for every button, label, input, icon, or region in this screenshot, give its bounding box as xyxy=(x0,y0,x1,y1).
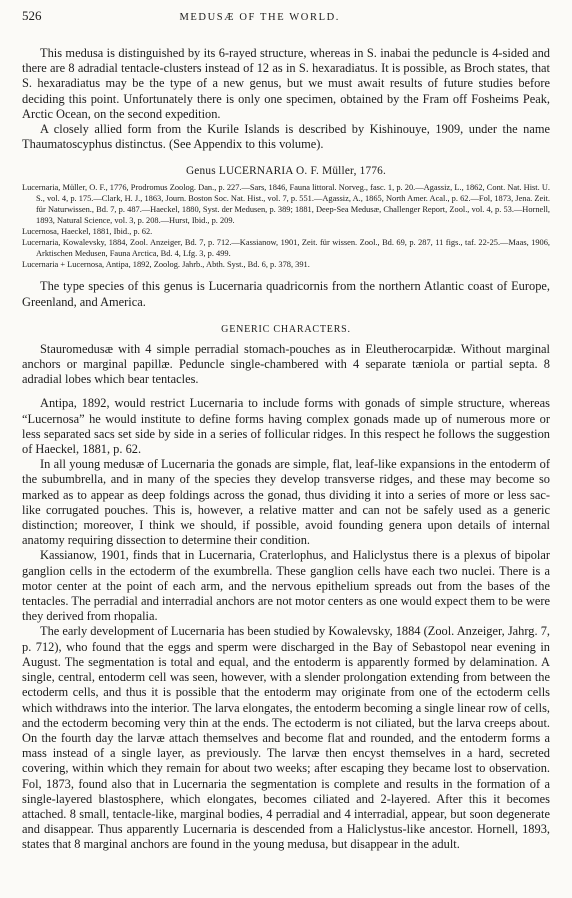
synonymy-entry: Lucernosa, Haeckel, 1881, Ibid., p. 62. xyxy=(22,227,153,237)
paragraph-hexaradiatus: This medusa is distinguished by its 6-rayed structure, whereas in S. inabai the peduncle is 4-sided and there are 8 adradial tentacle-clusters instead of 12 as in S. hexaradiatus. It is possible, as Broch states, that S. hexaradiatus may be the type of a new genus, but we must await results of future studies before deciding this point. Unfortunately there is only one specimen, obtained by the Fram off Fosheims Peak, Arctic Ocean, on the second expedition. xyxy=(22,46,550,121)
running-title: MEDUSÆ OF THE WORLD. xyxy=(179,12,340,23)
body-paragraph-antipa: Antipa, 1892, would restrict Lucernaria to include forms with gonads of simple structure, whereas “Lucernosa” he would institute to define forms having complex gonads made up of numerous more or less separated sacs set side by side in a series of follicular ridges. In this respect he follows the suggestion of Haeckel, 1881, p. 62. xyxy=(22,396,550,457)
synonymy-entry: Lucernaria, Kowalevsky, 1884, Zool. Anzeiger, Bd. 7, p. 712.—Kassianow, 1901, Zeit. für wissen. Zool., Bd. 69, p. 287, 11 figs., taf. 22-25.—Maas, 1906, Arktischen Medusen, Fauna Arctica, Bd. 4, Lfg. 3, p. 499. xyxy=(22,238,550,259)
genus-heading: Genus LUCERNARIA O. F. Müller, 1776. xyxy=(185,165,387,178)
type-species-paragraph: The type species of this genus is Lucernaria quadricornis from the northern Atlantic coast of Europe, Greenland, and America. xyxy=(22,279,550,309)
paragraph-kurile-form: A closely allied form from the Kurile Islands is described by Kishinouye, 1909, under the name Thaumatoscyphus distinctus. (See Appendix to this volume). xyxy=(22,122,550,152)
page-header xyxy=(22,8,550,30)
page-number: 526 xyxy=(22,8,42,23)
body-paragraph-gonads: In all young medusæ of Lucernaria the gonads are simple, flat, leaf-like expansions in the entoderm of the subumbrella, and in many of the species they develop transverse ridges, and these may become so marked as to appear as deep foldings across the gonad, thus dividing it into a series of more or less sac-like corrugated pouches. This is, however, a relative matter and can not be safely used as a generic distinction; moreover, I think we should, if possible, avoid founding genera upon details of internal anatomy requiring dissection to determine their condition. xyxy=(22,457,550,548)
synonymy-list xyxy=(22,182,550,270)
body-paragraph-kassianow: Kassianow, 1901, finds that in Lucernaria, Craterlophus, and Haliclystus there is a plexus of bipolar ganglion cells in the ectoderm of the exumbrella. These ganglion cells have each two nuclei. There is a motor center at the point of each arm, and the nervous epithelium spreads out from the bases of the tentacles. The perradial and interradial anchors are not motor centers as one would expect them to be were they derived from rhopalia. xyxy=(22,548,550,624)
synonymy-entry: Lucernaria, Müller, O. F., 1776, Prodromus Zoolog. Dan., p. 227.—Sars, 1846, Fauna littoral. Norveg., fasc. 1, p. 20.—Agassiz, L., 1862, Cont. Nat. Hist. U. S., vol. 4, p. 175.—Clark, H. J., 1863, Journ. Boston Soc. Nat. Hist., vol. 7, p. 551.—Agassiz, A., 1865, North Amer. Acal., p. 62.—Fol, 1873, Jena. Zeit. für Naturwissen., Bd. 7, p. 487.—Haeckel, 1880, Syst. der Medusen, p. 389; 1881, Deep-Sea Medusæ, Challenger Report, Zool., vol. 4, p. 53.—Hornell, 1893, Natural Science, vol. 3, p. 208.—Hurst, Ibid., p. 209. xyxy=(22,183,550,226)
synonymy-entry: Lucernaria + Lucernosa, Antipa, 1892, Zoolog. Jahrb., Abth. Syst., Bd. 6, p. 378, 391. xyxy=(22,260,310,270)
generic-characters-heading: GENERIC CHARACTERS. xyxy=(221,323,351,335)
generic-characters-paragraph: Stauromedusæ with 4 simple perradial stomach-pouches as in Eleutherocarpidæ. Without marginal anchors or marginal papillæ. Peduncle single-chambered with 4 separate tæniola or partial septa. 8 adradial lobes which bear tentacles. xyxy=(22,341,550,387)
body-paragraph-development: The early development of Lucernaria has been studied by Kowalevsky, 1884 (Zool. Anzeiger, Jahrg. 7, p. 712), who found that the eggs and sperm were discharged in the Bay of Sebastopol near evening in August. The segmentation is total and equal, and the entoderm is apparently formed by delamination. A single, central, entoderm cell was seen, however, with a slender prolongation extending from between the ectoderm cells, and thus it is possible that the entoderm may originate from one of the ectoderm cells which withdraws into the interior. The larva elongates, the entoderm becoming a single linear row of cells, and the ectoderm becoming very thin at the ends. The ectoderm is not ciliated, but the larva creeps about. On the fourth day the larvæ attach themselves and become flat and rounded, and the entoderm forms a mass instead of a single layer, as previously. The larvæ then encyst themselves in a hard, secreted covering, within which they remain for about two weeks; after escaping they became lost to observation. Fol, 1873, found also that in Lucernaria the segmentation is complete and results in the formation of a single-layered blastosphere, which elongates, becomes ciliated and 2-layered. After this it becomes attached. 8 small, tentacle-like, marginal bodies, 4 perradial and 4 interradial, appear, but soon degenerate and disappear. Thus apparently Lucernaria is descended from a Haliclystus-like ancestor. Hornell, 1893, states that 8 marginal anchors are found in the young medusa, but disappear in the adult. xyxy=(22,624,550,852)
